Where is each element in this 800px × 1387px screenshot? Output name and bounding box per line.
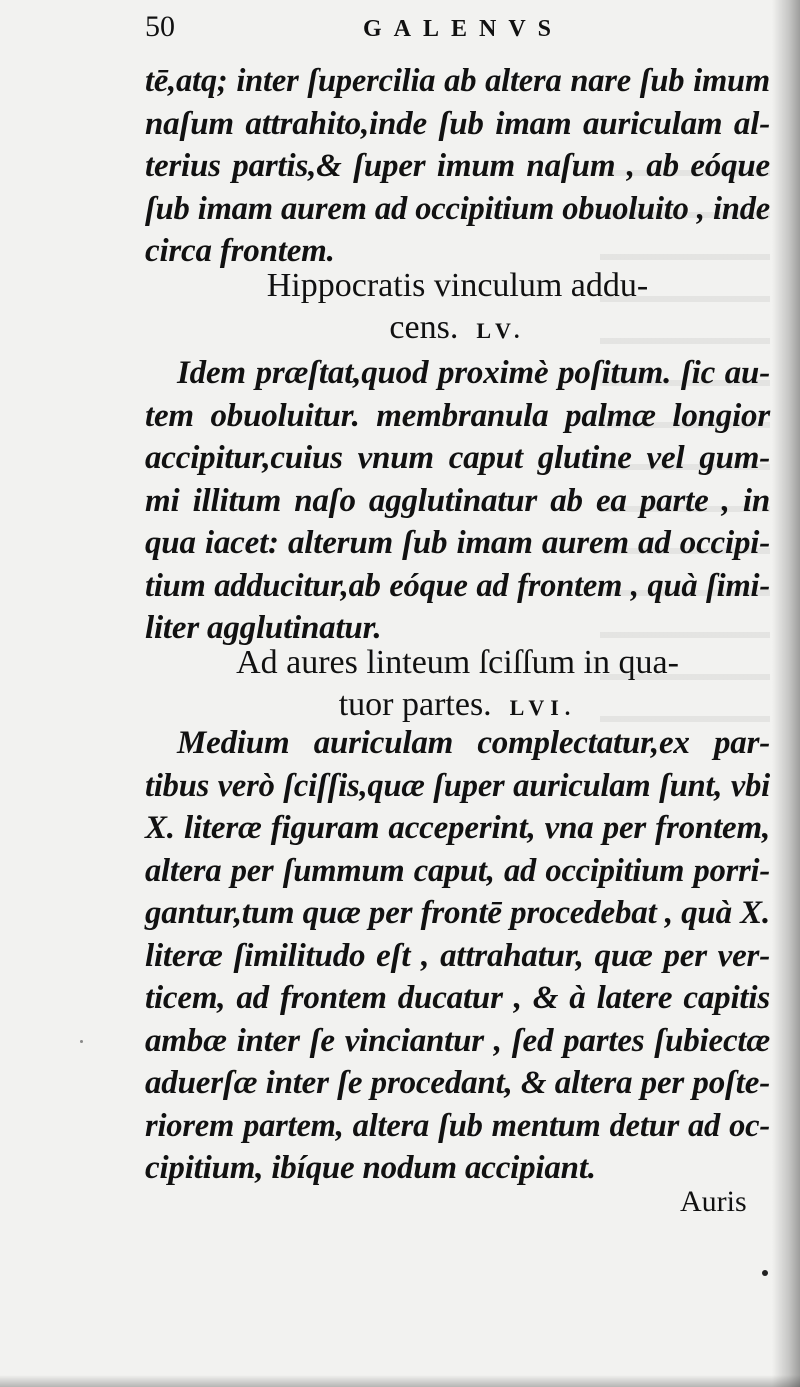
text-line: ticem, ad frontem ducatur , & à latere capitis [145,980,770,1016]
text-line: tibus verò ſciſſis,quæ ſuper auriculam ſunt, vbi [145,767,770,804]
heading-line-2 [145,307,770,352]
text-line: Medium auriculam complectatur,ex par- [177,725,770,761]
section-56-heading [145,642,770,729]
page-number: 50 [145,10,175,43]
text-line: qua iacet: alterum ſub imam aurem ad occipi- [145,525,770,561]
heading-text: tuor partes. [338,686,492,723]
text-line: mi illitum naſo agglutinatur ab ea parte , in [145,482,770,519]
text-line: tium adducitur,ab eóque ad frontem , quà ſimi- [145,567,770,604]
text-line: ſub imam aurem ad occipitium obuoluito , inde [145,190,770,227]
section-number: LV. [476,318,526,343]
text-line: altera per ſummum caput, ad occipitium porri- [145,852,770,889]
text-line: literæ ſimilitudo eſt , attrahatur, quæ per ver- [145,937,770,974]
catchword: Auris [680,1185,747,1218]
section-55-body [145,352,770,650]
text-line: riorem partem, altera ſub mentum detur ad oc- [145,1107,770,1144]
section-56-body [145,722,770,1190]
text-line: aduerſæ inter ſe procedant, & altera per poſte- [145,1065,770,1101]
section-55-heading [145,265,770,352]
page-bottom-shadow [0,1375,800,1387]
running-head: GALENVS [363,16,564,42]
text-line: ambæ inter ſe vinciantur , ſed partes ſubiectæ [145,1022,770,1059]
heading-line: Ad aures linteum ſciſſum in qua- [236,644,679,681]
ink-speck [80,1040,83,1043]
heading-line: Hippocratis vinculum addu- [266,267,649,304]
page-header [145,10,775,50]
text-line: cipitium, ibíque nodum accipiant. [145,1150,596,1186]
ink-speck [762,1270,768,1276]
text-line: naſum attrahito,inde ſub imam auriculam al- [145,105,770,142]
text-line: gantur,tum quæ per frontē procedebat , quà X. [145,895,770,931]
text-line: liter agglutinatur. [145,610,382,646]
text-line: tem obuoluitur. membranula palmæ longior [145,397,770,434]
intro-paragraph [145,60,770,273]
text-line: accipitur,cuius vnum caput glutine vel gum- [145,440,770,476]
text-line: tē,atq; inter ſupercilia ab altera nare ſub imum [145,63,770,99]
text-line: terius partis,& ſuper imum naſum , ab eóque [145,148,770,184]
section-number: LVI. [509,695,577,720]
text-line: circa frontem. [145,233,335,269]
page-edge-shadow [772,0,800,1387]
text-line: Idem præſtat,quod proximè poſitum. ſic au- [177,355,770,391]
heading-text: cens. [389,309,459,346]
text-line: X. literæ figuram acceperint, vna per frontem, [145,810,770,846]
